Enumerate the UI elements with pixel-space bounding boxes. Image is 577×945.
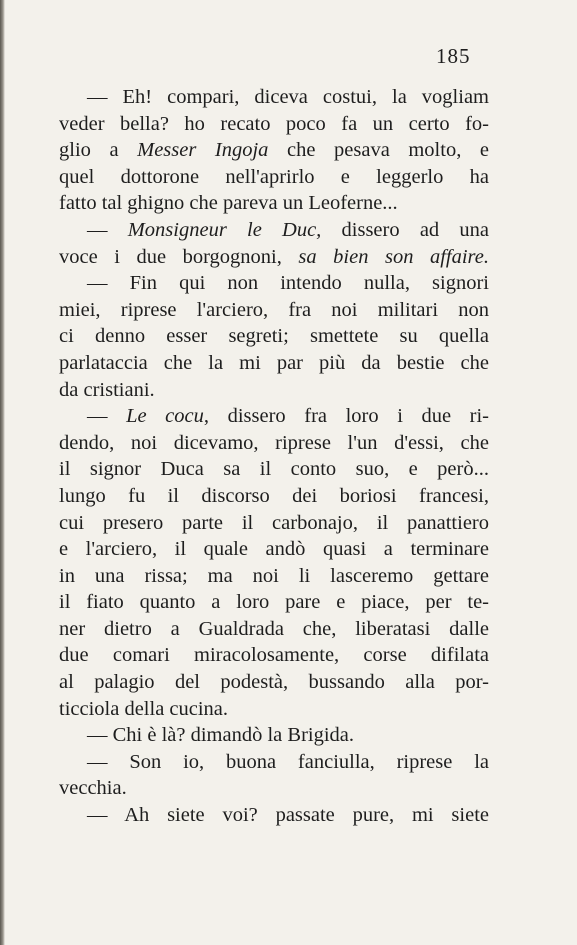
text-segment: vecchia. (59, 777, 127, 800)
page-spine-shadow (0, 0, 5, 945)
text-line (59, 403, 489, 430)
text-line (59, 510, 489, 537)
text-segment: che pesava molto, e (268, 139, 489, 162)
text-line (59, 323, 489, 350)
text-segment: — (87, 218, 128, 241)
text-segment: fatto tal ghigno che pareva un Leoferne... (59, 192, 398, 215)
text-line (59, 217, 489, 244)
text-segment: il signor Duca sa il conto suo, e però... (59, 458, 489, 481)
text-segment: glio a (59, 139, 138, 162)
italic-text: Monsigneur le Duc, (127, 218, 322, 241)
text-line (59, 270, 489, 297)
text-line (59, 377, 489, 404)
text-line (59, 111, 489, 138)
body-text (59, 84, 489, 829)
page-number: 185 (436, 44, 471, 68)
text-segment: al palagio del podestà, bussando alla por- (59, 671, 489, 694)
text-segment: — (87, 405, 127, 428)
text-line (59, 696, 489, 723)
text-segment: — Fin qui non intendo nulla, signori (87, 272, 489, 295)
text-segment: — Son io, buona fanciulla, riprese la (87, 750, 489, 773)
italic-text: sa bien son affaire. (298, 245, 489, 268)
text-line (59, 775, 489, 802)
text-line (59, 244, 489, 271)
text-line (59, 802, 489, 829)
text-line (59, 164, 489, 191)
text-segment: in una rissa; ma noi li lasceremo gettare (59, 564, 489, 587)
text-line (59, 722, 489, 749)
text-line (59, 483, 489, 510)
italic-text: Messer Ingoja (137, 139, 269, 162)
text-segment: dendo, noi dicevamo, riprese l'un d'essi, che (59, 431, 489, 454)
text-line (59, 456, 489, 483)
text-segment: dissero ad una (321, 218, 489, 241)
text-line (59, 84, 489, 111)
text-segment: cui presero parte il carbonajo, il panattiero (59, 511, 489, 534)
italic-text: Le cocu (126, 405, 204, 428)
text-line (59, 642, 489, 669)
text-segment: ci denno esser segreti; smettete su quella (59, 325, 489, 348)
text-line (59, 589, 489, 616)
text-segment: — Ah siete voi? passate pure, mi siete (87, 804, 489, 827)
text-line (59, 749, 489, 776)
text-segment: — Eh! compari, diceva costui, la vogliam (87, 86, 489, 108)
text-segment: ner dietro a Gualdrada che, liberatasi dalle (59, 617, 489, 640)
text-line (59, 669, 489, 696)
text-segment: , dissero fra loro i due ri- (203, 405, 490, 428)
text-line (59, 430, 489, 457)
text-segment: voce i due borgognoni, (59, 245, 299, 268)
text-segment: parlataccia che la mi par più da bestie che (59, 351, 489, 374)
text-segment: da cristiani. (59, 378, 155, 401)
text-segment: veder bella? ho recato poco fa un certo fo- (59, 112, 489, 135)
text-line (59, 297, 489, 324)
text-segment: due comari miracolosamente, corse difilata (59, 644, 489, 667)
text-line (59, 536, 489, 563)
text-segment: il fiato quanto a loro pare e piace, per te- (59, 591, 489, 614)
text-line (59, 190, 489, 217)
text-segment: lungo fu il discorso dei boriosi francesi, (59, 484, 489, 507)
text-segment: — Chi è là? dimandò la Brigida. (87, 724, 355, 747)
text-line (59, 616, 489, 643)
text-segment: ticciola della cucina. (59, 697, 229, 720)
text-line (59, 137, 489, 164)
text-line (59, 350, 489, 377)
text-line (59, 563, 489, 590)
text-segment: e l'arciero, il quale andò quasi a terminare (59, 538, 489, 561)
text-segment: quel dottorone nell'aprirlo e leggerlo ha (59, 165, 489, 188)
text-segment: miei, riprese l'arciero, fra noi militari non (59, 298, 489, 321)
